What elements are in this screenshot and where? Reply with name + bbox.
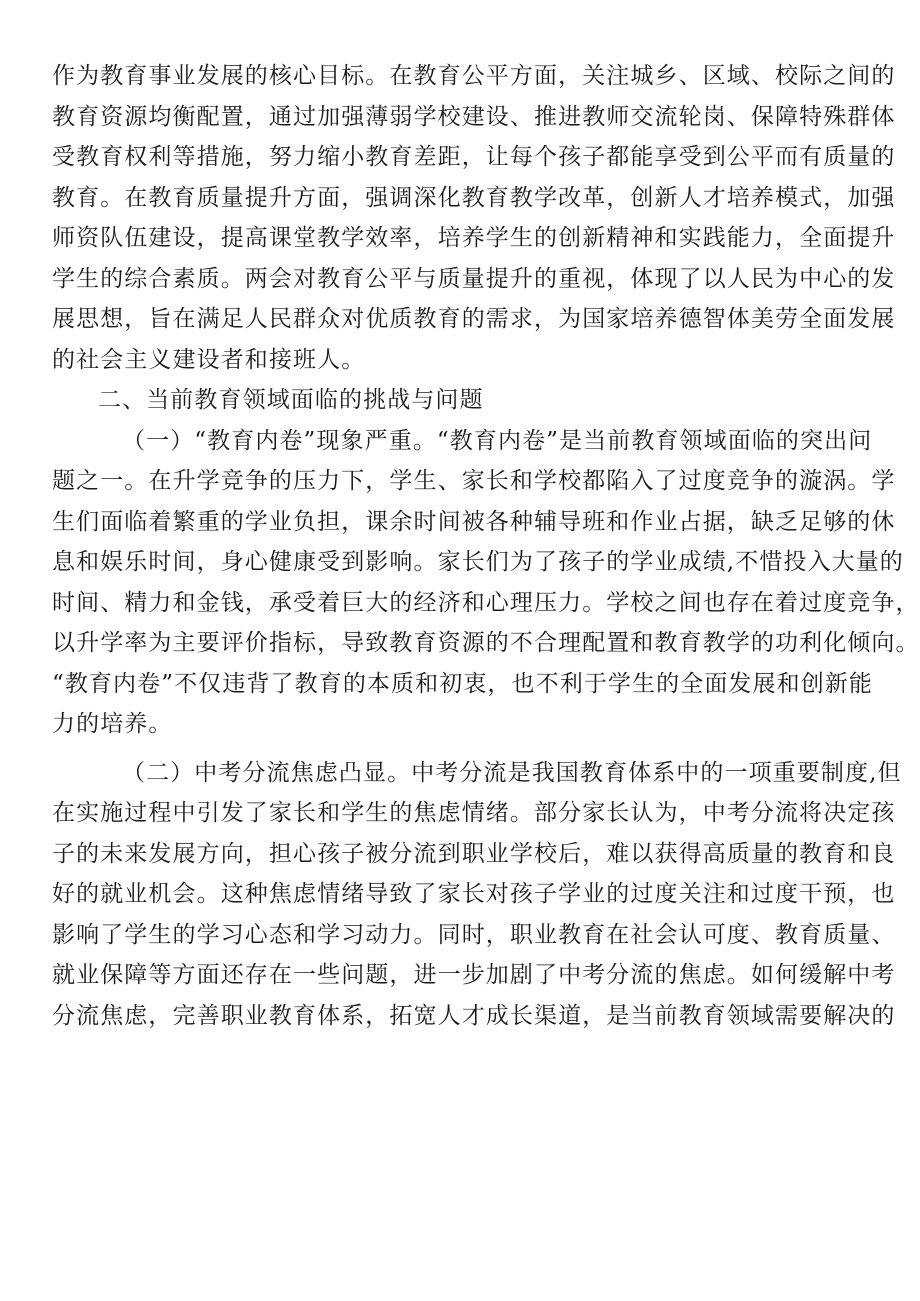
text-line: “教育内卷”不仅违背了教育的本质和初衷，也不利于学生的全面发展和创新能 bbox=[52, 670, 874, 697]
paragraph-education-equity bbox=[52, 56, 896, 380]
text-line: （二）中考分流焦虑凸显。中考分流是我国教育体系中的一项重要制度,但 bbox=[122, 759, 902, 786]
text-line: 影响了学生的学习心态和学习动力。同时，职业教育在社会认可度、教育质量、 bbox=[52, 921, 896, 948]
text-line: 师资队伍建设，提高课堂教学效率，培养学生的创新精神和实践能力，全面提升 bbox=[52, 225, 896, 251]
text-line: 受教育权利等措施，努力缩小教育差距，让每个孩子都能享受到公平而有质量的 bbox=[52, 144, 896, 170]
text-line: 息和娱乐时间，身心健康受到影响。家长们为了孩子的学业成绩,不惜投入大量的 bbox=[52, 549, 904, 575]
text-line: 力的培养。 bbox=[52, 711, 173, 737]
paragraph-education-involution bbox=[52, 421, 920, 745]
text-line: 教育。在教育质量提升方面，强调深化教育教学改革，创新人才培养模式，加强 bbox=[52, 184, 896, 211]
document-body bbox=[52, 56, 920, 1036]
text-line: 题之一。在升学竞争的压力下，学生、家长和学校都陷入了过度竞争的漩涡。学 bbox=[52, 468, 896, 494]
text-line: 教育资源均衡配置，通过加强薄弱学校建设、推进教师交流轮岗、保障特殊群体 bbox=[52, 103, 896, 130]
text-line: 以升学率为主要评价指标，导致教育资源的不合理配置和教育教学的功利化倾向。 bbox=[52, 630, 920, 656]
text-line: （一）“教育内卷”现象严重。“教育内卷”是当前教育领域面临的突出问 bbox=[122, 427, 873, 454]
section-heading: 二、当前教育领域面临的挑战与问题 bbox=[98, 387, 484, 413]
text-line: 的社会主义建设者和接班人。 bbox=[52, 346, 366, 373]
text-line: 生们面临着繁重的学业负担，课余时间被各种辅导班和作业占据，缺乏足够的休 bbox=[52, 508, 896, 535]
text-line: 在实施过程中引发了家长和学生的焦虑情绪。部分家长认为，中考分流将决定孩 bbox=[52, 800, 896, 826]
text-line: 展思想，旨在满足人民群众对优质教育的需求，为国家培养德智体美劳全面发展 bbox=[52, 306, 896, 332]
text-line: 好的就业机会。这种焦虑情绪导致了家长对孩子学业的过度关注和过度干预，也 bbox=[52, 881, 896, 907]
text-line: 学生的综合素质。两会对教育公平与质量提升的重视，体现了以人民为中心的发 bbox=[52, 265, 896, 292]
text-line: 分流焦虑，完善职业教育体系，拓宽人才成长渠道，是当前教育领域需要解决的 bbox=[52, 1002, 896, 1029]
paragraph-exam-streaming-anxiety bbox=[52, 753, 902, 1037]
text-line: 作为教育事业发展的核心目标。在教育公平方面，关注城乡、区域、校际之间的 bbox=[52, 63, 896, 89]
text-line: 就业保障等方面还存在一些问题，进一步加剧了中考分流的焦虑。如何缓解中考 bbox=[52, 962, 896, 988]
text-line: 子的未来发展方向，担心孩子被分流到职业学校后，难以获得高质量的教育和良 bbox=[52, 840, 896, 867]
text-line: 时间、精力和金钱，承受着巨大的经济和心理压力。学校之间也存在着过度竞争， bbox=[52, 589, 920, 616]
